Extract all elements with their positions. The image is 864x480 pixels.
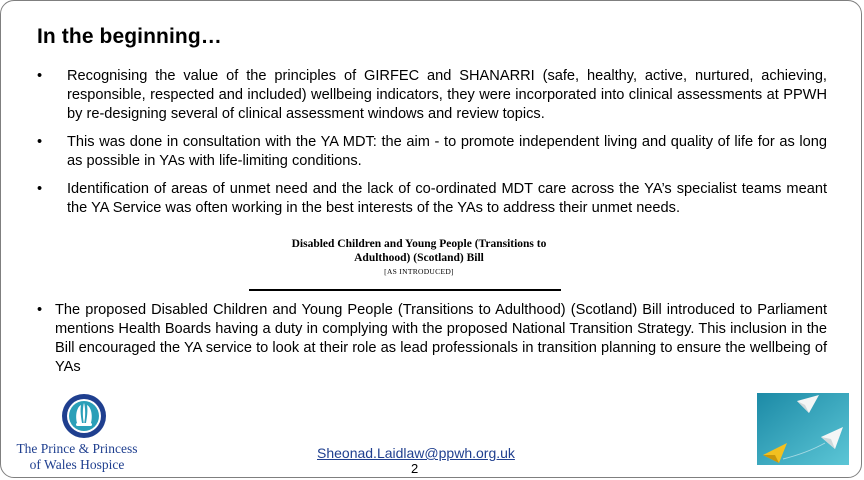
logo-line1: The Prince & Princess: [16, 441, 138, 456]
bullet-item: [37, 133, 827, 173]
slide-title: In the beginning…: [37, 25, 222, 48]
bill-title-image: [249, 237, 589, 277]
bill-title-line1: Disabled Children and Young People (Transitions to: [291, 238, 547, 250]
bullet-dot: •: [37, 302, 43, 318]
bill-divider: [249, 289, 561, 291]
bullet-dot: •: [37, 68, 43, 84]
hospice-logo: [11, 393, 143, 477]
bullet-text: This was done in consultation with the YA MDT: the aim - to promote independent living and quality of life for as long as possible in YAs with life-limiting conditions.: [67, 134, 827, 169]
page-number: 2: [411, 461, 419, 476]
bullet-text: Recognising the value of the principles of GIRFEC and SHANARRI (safe, healthy, active, nurtured, achieving, responsible, respected and included) wellbeing indicators, they were incorporated into clinical assessments at PPWH by re-designing several of clinical assessment windows and review topics.: [67, 68, 827, 122]
email-link[interactable]: Sheonad.Laidlaw@ppwh.org.uk: [317, 445, 515, 461]
feathers-crest-icon: [61, 393, 107, 439]
bullet-dot: •: [37, 181, 43, 197]
bullet-item: [37, 67, 827, 127]
bullet-text: Identification of areas of unmet need and the lack of co-ordinated MDT care across the YA’s specialist teams meant the YA Service was often working in the best interests of the YAs to address their unmet needs.: [67, 181, 827, 216]
bullet-dot: •: [37, 134, 43, 150]
paper-planes-icon: [757, 393, 849, 465]
bill-subtitle: [AS INTRODUCED]: [384, 267, 454, 276]
logo-text: [11, 441, 143, 473]
bill-title-line2: Adulthood) (Scotland) Bill: [354, 252, 484, 264]
bullet-item: [37, 180, 827, 240]
bullet-item: [37, 301, 827, 381]
bullet-text: The proposed Disabled Children and Young People (Transitions to Adulthood) (Scotland) Bill introduced to Parliament mentions Health Boards having a duty in complying with the proposed National Transition Strategy. This inclusion in the Bill encouraged the YA service to look at their role as lead professionals in transition planning to ensure the wellbeing of YAs: [55, 302, 827, 375]
logo-line2: of Wales Hospice: [29, 457, 125, 472]
